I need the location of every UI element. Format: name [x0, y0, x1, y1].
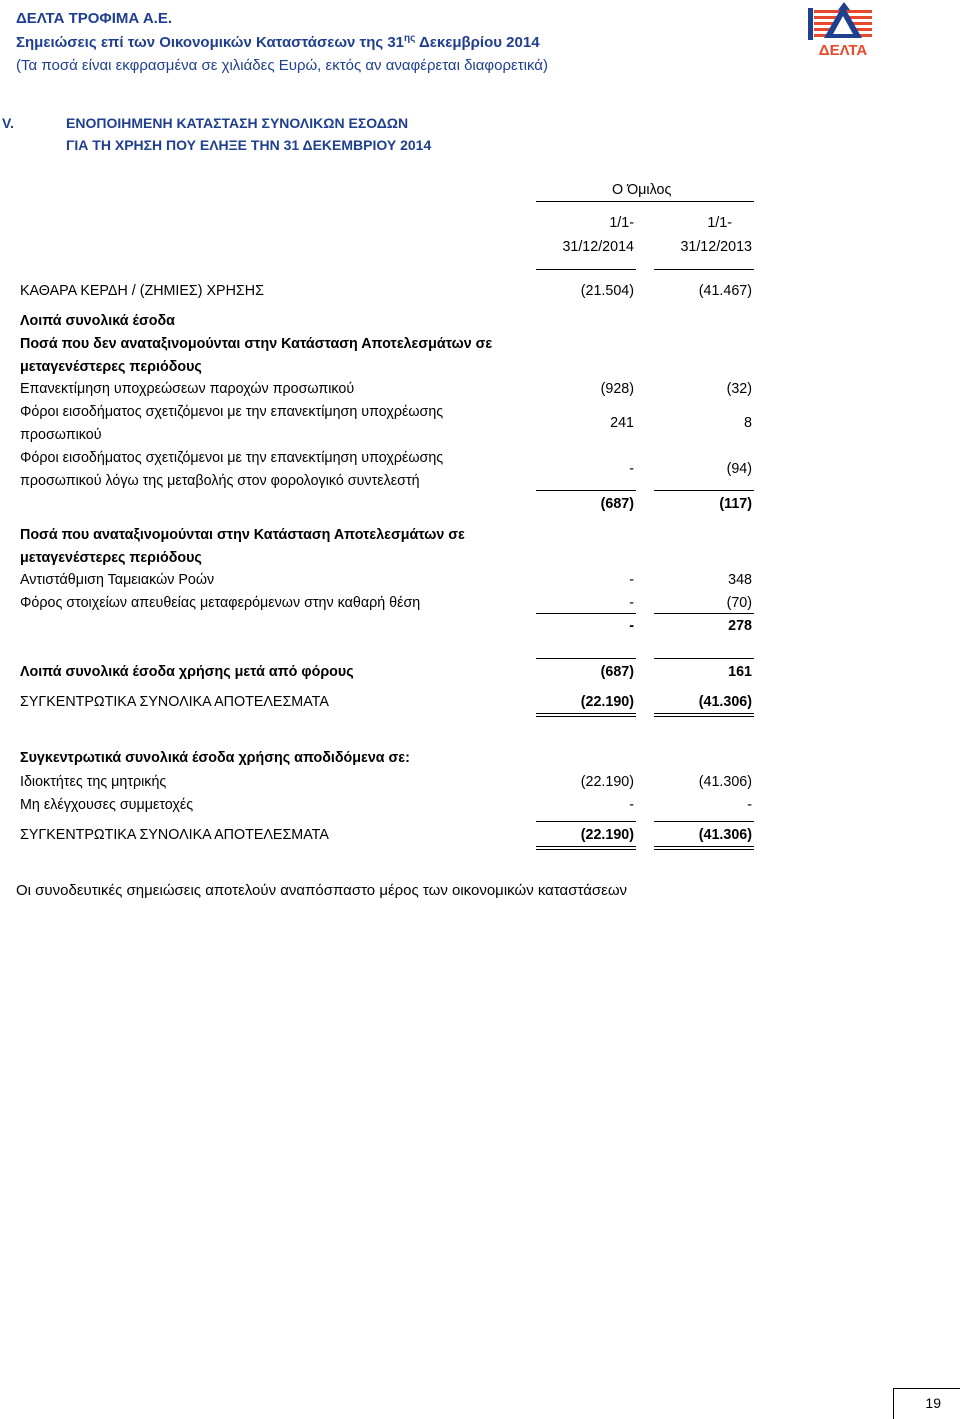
tax-items-label: Φόρος στοιχείων απευθείας μεταφερόμενων στην καθαρή θέση — [20, 595, 421, 611]
remeasurement-label: Επανεκτίμηση υποχρεώσεων παροχών προσωπικού — [20, 381, 355, 397]
notes-title — [16, 33, 540, 51]
tax-rate-change-label-line1: Φόροι εισοδήματος σχετιζόμενοι με την επανεκτίμηση υποχρέωσης — [20, 450, 444, 466]
logo-text: ΔΕΛΤΑ — [818, 42, 868, 58]
subtotal1-2014: (687) — [600, 496, 634, 512]
total2-double-rule-2013-b — [654, 849, 754, 850]
oci-heading: Λοιπά συνολικά έσοδα — [20, 313, 175, 329]
nci-2014: - — [629, 797, 634, 813]
total2-top-rule-2013 — [654, 821, 754, 822]
remeasurement-2014: (928) — [600, 381, 634, 397]
tax-items-2013: (70) — [726, 595, 752, 611]
subtotal2-rule-2013 — [654, 613, 754, 614]
col-2013-header-rule — [654, 269, 754, 270]
subtotal1-rule-2013 — [654, 490, 754, 491]
subtotal2-2013: 278 — [728, 618, 752, 634]
tax-remeasurement-label-line1: Φόροι εισοδήματος σχετιζόμενοι με την επανεκτίμηση υποχρέωσης — [20, 404, 444, 420]
oci-after-tax-2014: (687) — [600, 664, 634, 680]
not-reclass-heading-line1: Ποσά που δεν αναταξινομούνται στην Κατάσταση Αποτελεσμάτων σε — [20, 336, 493, 352]
tax-items-2014: - — [629, 595, 634, 611]
currency-note: (Τα ποσά είναι εκφρασμένα σε χιλιάδες Ευρώ, εκτός αν αναφέρεται διαφορετικά) — [16, 57, 548, 74]
subtotal1-2013: (117) — [719, 496, 752, 512]
group-column-header: Ο Όμιλος — [612, 182, 672, 198]
tax-remeasurement-2013: 8 — [744, 415, 752, 431]
group-header-rule — [536, 201, 754, 202]
subtotal2-rule-2014 — [536, 613, 636, 614]
col-2014-header-rule — [536, 269, 636, 270]
total2-2013: (41.306) — [698, 827, 752, 843]
section-title-line1: ΕΝΟΠΟΙΗΜΕΝΗ ΚΑΤΑΣΤΑΣΗ ΣΥΝΟΛΙΚΩΝ ΕΣΟΔΩΝ — [66, 115, 409, 131]
section-number: V. — [2, 115, 14, 131]
page-number-box — [893, 1388, 960, 1419]
tax-rate-change-2013: (94) — [726, 461, 752, 477]
tax-rate-change-label-line2: προσωπικού λόγω της μεταβολής στον φορολογικό συντελεστή — [20, 473, 420, 489]
net-profit-label: ΚΑΘΑΡΑ ΚΕΡΔΗ / (ΖΗΜΙΕΣ) ΧΡΗΣΗΣ — [20, 283, 264, 299]
col-2013-line2: 31/12/2013 — [680, 239, 752, 255]
reclass-heading-line1: Ποσά που αναταξινομούνται στην Κατάσταση Αποτελεσμάτων σε — [20, 527, 465, 543]
footnote: Οι συνοδευτικές σημειώσεις αποτελούν αναπόσπαστο μέρος των οικονομικών καταστάσεων — [16, 882, 628, 899]
total2-label: ΣΥΓΚΕΝΤΡΩΤΙΚΑ ΣΥΝΟΛΙΚΑ ΑΠΟΤΕΛΕΣΜΑΤΑ — [20, 827, 329, 843]
col-2014-line1: 1/1- — [609, 215, 634, 231]
cash-flow-hedge-label: Αντιστάθμιση Ταμειακών Ροών — [20, 572, 215, 588]
total2-double-rule-2014-b — [536, 849, 636, 850]
cash-flow-hedge-2014: - — [629, 572, 634, 588]
section-title-line2: ΓΙΑ ΤΗ ΧΡΗΣΗ ΠΟΥ ΕΛΗΞΕ ΤΗΝ 31 ΔΕΚΕΜΒΡΙΟΥ 2014 — [66, 137, 432, 153]
not-reclass-heading-line2: μεταγενέστερες περιόδους — [20, 359, 202, 375]
oci-after-tax-rule-2014 — [536, 658, 636, 659]
owners-2013: (41.306) — [698, 774, 752, 790]
total2-double-rule-2014-a — [536, 846, 636, 847]
total1-double-rule-2014-b — [536, 716, 636, 717]
total2-top-rule-2014 — [536, 821, 636, 822]
total2-2014: (22.190) — [580, 827, 634, 843]
oci-after-tax-label: Λοιπά συνολικά έσοδα χρήσης μετά από φόρους — [20, 664, 354, 680]
delta-logo — [806, 2, 878, 58]
total1-double-rule-2014-a — [536, 713, 636, 714]
total1-2014: (22.190) — [580, 694, 634, 710]
nci-2013: - — [747, 797, 752, 813]
total1-double-rule-2013-a — [654, 713, 754, 714]
col-2014-line2: 31/12/2014 — [562, 239, 634, 255]
total1-label: ΣΥΓΚΕΝΤΡΩΤΙΚΑ ΣΥΝΟΛΙΚΑ ΑΠΟΤΕΛΕΣΜΑΤΑ — [20, 694, 329, 710]
cash-flow-hedge-2013: 348 — [728, 572, 752, 588]
subtotal1-rule-2014 — [536, 490, 636, 491]
tax-remeasurement-2014: 241 — [610, 415, 634, 431]
notes-title-prefix: Σημειώσεις επί των Οικονομικών Καταστάσεων της 31 — [16, 34, 405, 51]
oci-after-tax-rule-2013 — [654, 658, 754, 659]
notes-title-suffix: Δεκεμβρίου 2014 — [415, 34, 540, 51]
total1-2013: (41.306) — [698, 694, 752, 710]
nci-label: Μη ελέγχουσες συμμετοχές — [20, 797, 194, 813]
notes-title-sup: ης — [404, 33, 416, 44]
attributable-heading: Συγκεντρωτικά συνολικά έσοδα χρήσης αποδιδόμενα σε: — [20, 750, 410, 766]
total2-double-rule-2013-a — [654, 846, 754, 847]
subtotal2-2014: - — [629, 618, 634, 634]
owners-2014: (22.190) — [580, 774, 634, 790]
col-2013-line1: 1/1- — [707, 215, 732, 231]
page-number: 19 — [925, 1395, 941, 1411]
remeasurement-2013: (32) — [726, 381, 752, 397]
net-profit-2014: (21.504) — [580, 283, 634, 299]
oci-after-tax-2013: 161 — [728, 664, 752, 680]
tax-rate-change-2014: - — [629, 461, 634, 477]
net-profit-2013: (41.467) — [698, 283, 752, 299]
reclass-heading-line2: μεταγενέστερες περιόδους — [20, 550, 202, 566]
company-name: ΔΕΛΤΑ ΤΡΟΦΙΜΑ Α.Ε. — [16, 10, 173, 27]
total1-double-rule-2013-b — [654, 716, 754, 717]
tax-remeasurement-label-line2: προσωπικού — [20, 427, 102, 443]
owners-label: Ιδιοκτήτες της μητρικής — [20, 774, 167, 790]
